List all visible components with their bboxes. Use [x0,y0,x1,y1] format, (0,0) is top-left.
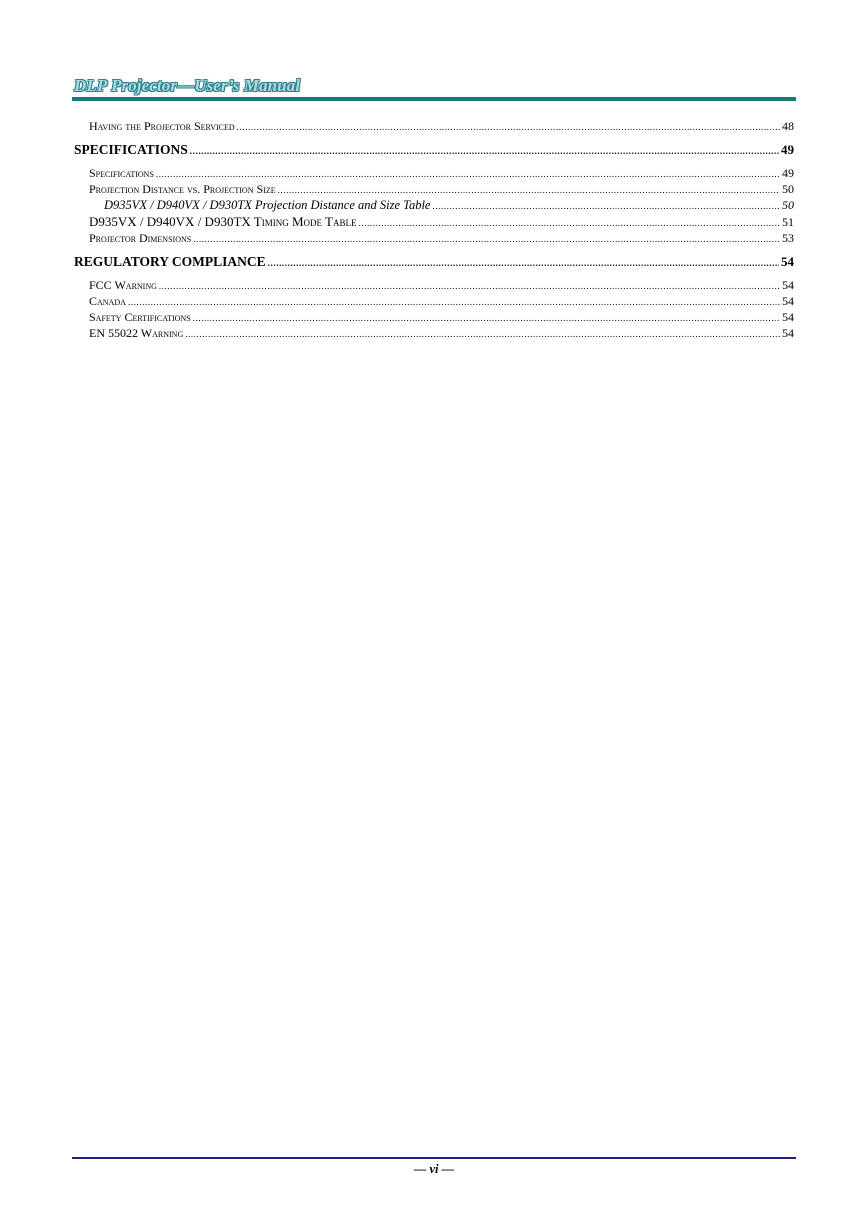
toc-entry-label: D935VX / D940VX / D930TX Projection Distance and Size Table [104,198,431,212]
toc-entry-label: Having the Projector Serviced [89,119,235,133]
toc-entry-specifications[interactable] [74,165,794,181]
toc-leader-dots [156,166,780,182]
toc-entry-page: 54 [781,254,794,269]
toc-entry-projection-distance-table[interactable] [74,197,794,214]
toc-entry-page: 48 [782,119,794,133]
toc-entry-label: D935VX / D940VX / D930TX Timing Mode Table [89,214,357,229]
toc-leader-dots [159,278,780,294]
toc-entry-timing-mode-table[interactable] [74,214,794,230]
toc-entry-label: FCC Warning [89,278,157,292]
toc-entry-page: 54 [782,326,794,340]
toc-entry-page: 54 [782,294,794,308]
toc-entry-label: Specifications [89,166,154,180]
table-of-contents [74,118,794,341]
footer-divider [72,1157,796,1159]
toc-entry-having-projector-serviced[interactable] [74,118,794,134]
toc-entry-page: 50 [782,198,794,212]
toc-entry-page: 51 [782,215,794,229]
toc-entry-label: Projection Distance vs. Projection Size [89,182,276,196]
toc-entry-label: Safety Certifications [89,310,191,324]
toc-leader-dots [358,215,780,231]
toc-leader-dots [278,182,780,198]
toc-entry-projection-distance[interactable] [74,181,794,197]
toc-entry-label: Projector Dimensions [89,231,192,245]
toc-entry-page: 54 [782,278,794,292]
toc-leader-dots [190,143,779,159]
toc-leader-dots [268,255,779,271]
toc-leader-dots [185,326,780,342]
toc-section-regulatory-compliance[interactable] [74,254,794,272]
toc-entry-fcc-warning[interactable] [74,277,794,293]
manual-title: DLP Projector—User’s Manual [74,76,301,95]
toc-entry-page: 53 [782,231,794,245]
toc-entry-projector-dimensions[interactable] [74,230,794,246]
toc-entry-label: Canada [89,294,126,308]
toc-entry-en55022-warning[interactable] [74,325,794,341]
toc-leader-dots [237,119,780,135]
toc-entry-label: REGULATORY COMPLIANCE [74,254,266,269]
toc-entry-page: 54 [782,310,794,324]
toc-leader-dots [193,231,780,247]
toc-leader-dots [128,294,780,310]
toc-entry-canada[interactable] [74,293,794,309]
toc-section-specifications[interactable] [74,142,794,160]
toc-entry-page: 49 [781,142,794,157]
toc-entry-page: 49 [782,166,794,180]
toc-entry-label: EN 55022 Warning [89,326,184,340]
toc-entry-safety-certifications[interactable] [74,309,794,325]
page-number: — vi — [413,1162,455,1176]
toc-entry-label: SPECIFICATIONS [74,142,188,157]
toc-entry-page: 50 [782,182,794,196]
header-divider [72,97,796,101]
toc-leader-dots [432,198,780,214]
toc-leader-dots [193,310,780,326]
